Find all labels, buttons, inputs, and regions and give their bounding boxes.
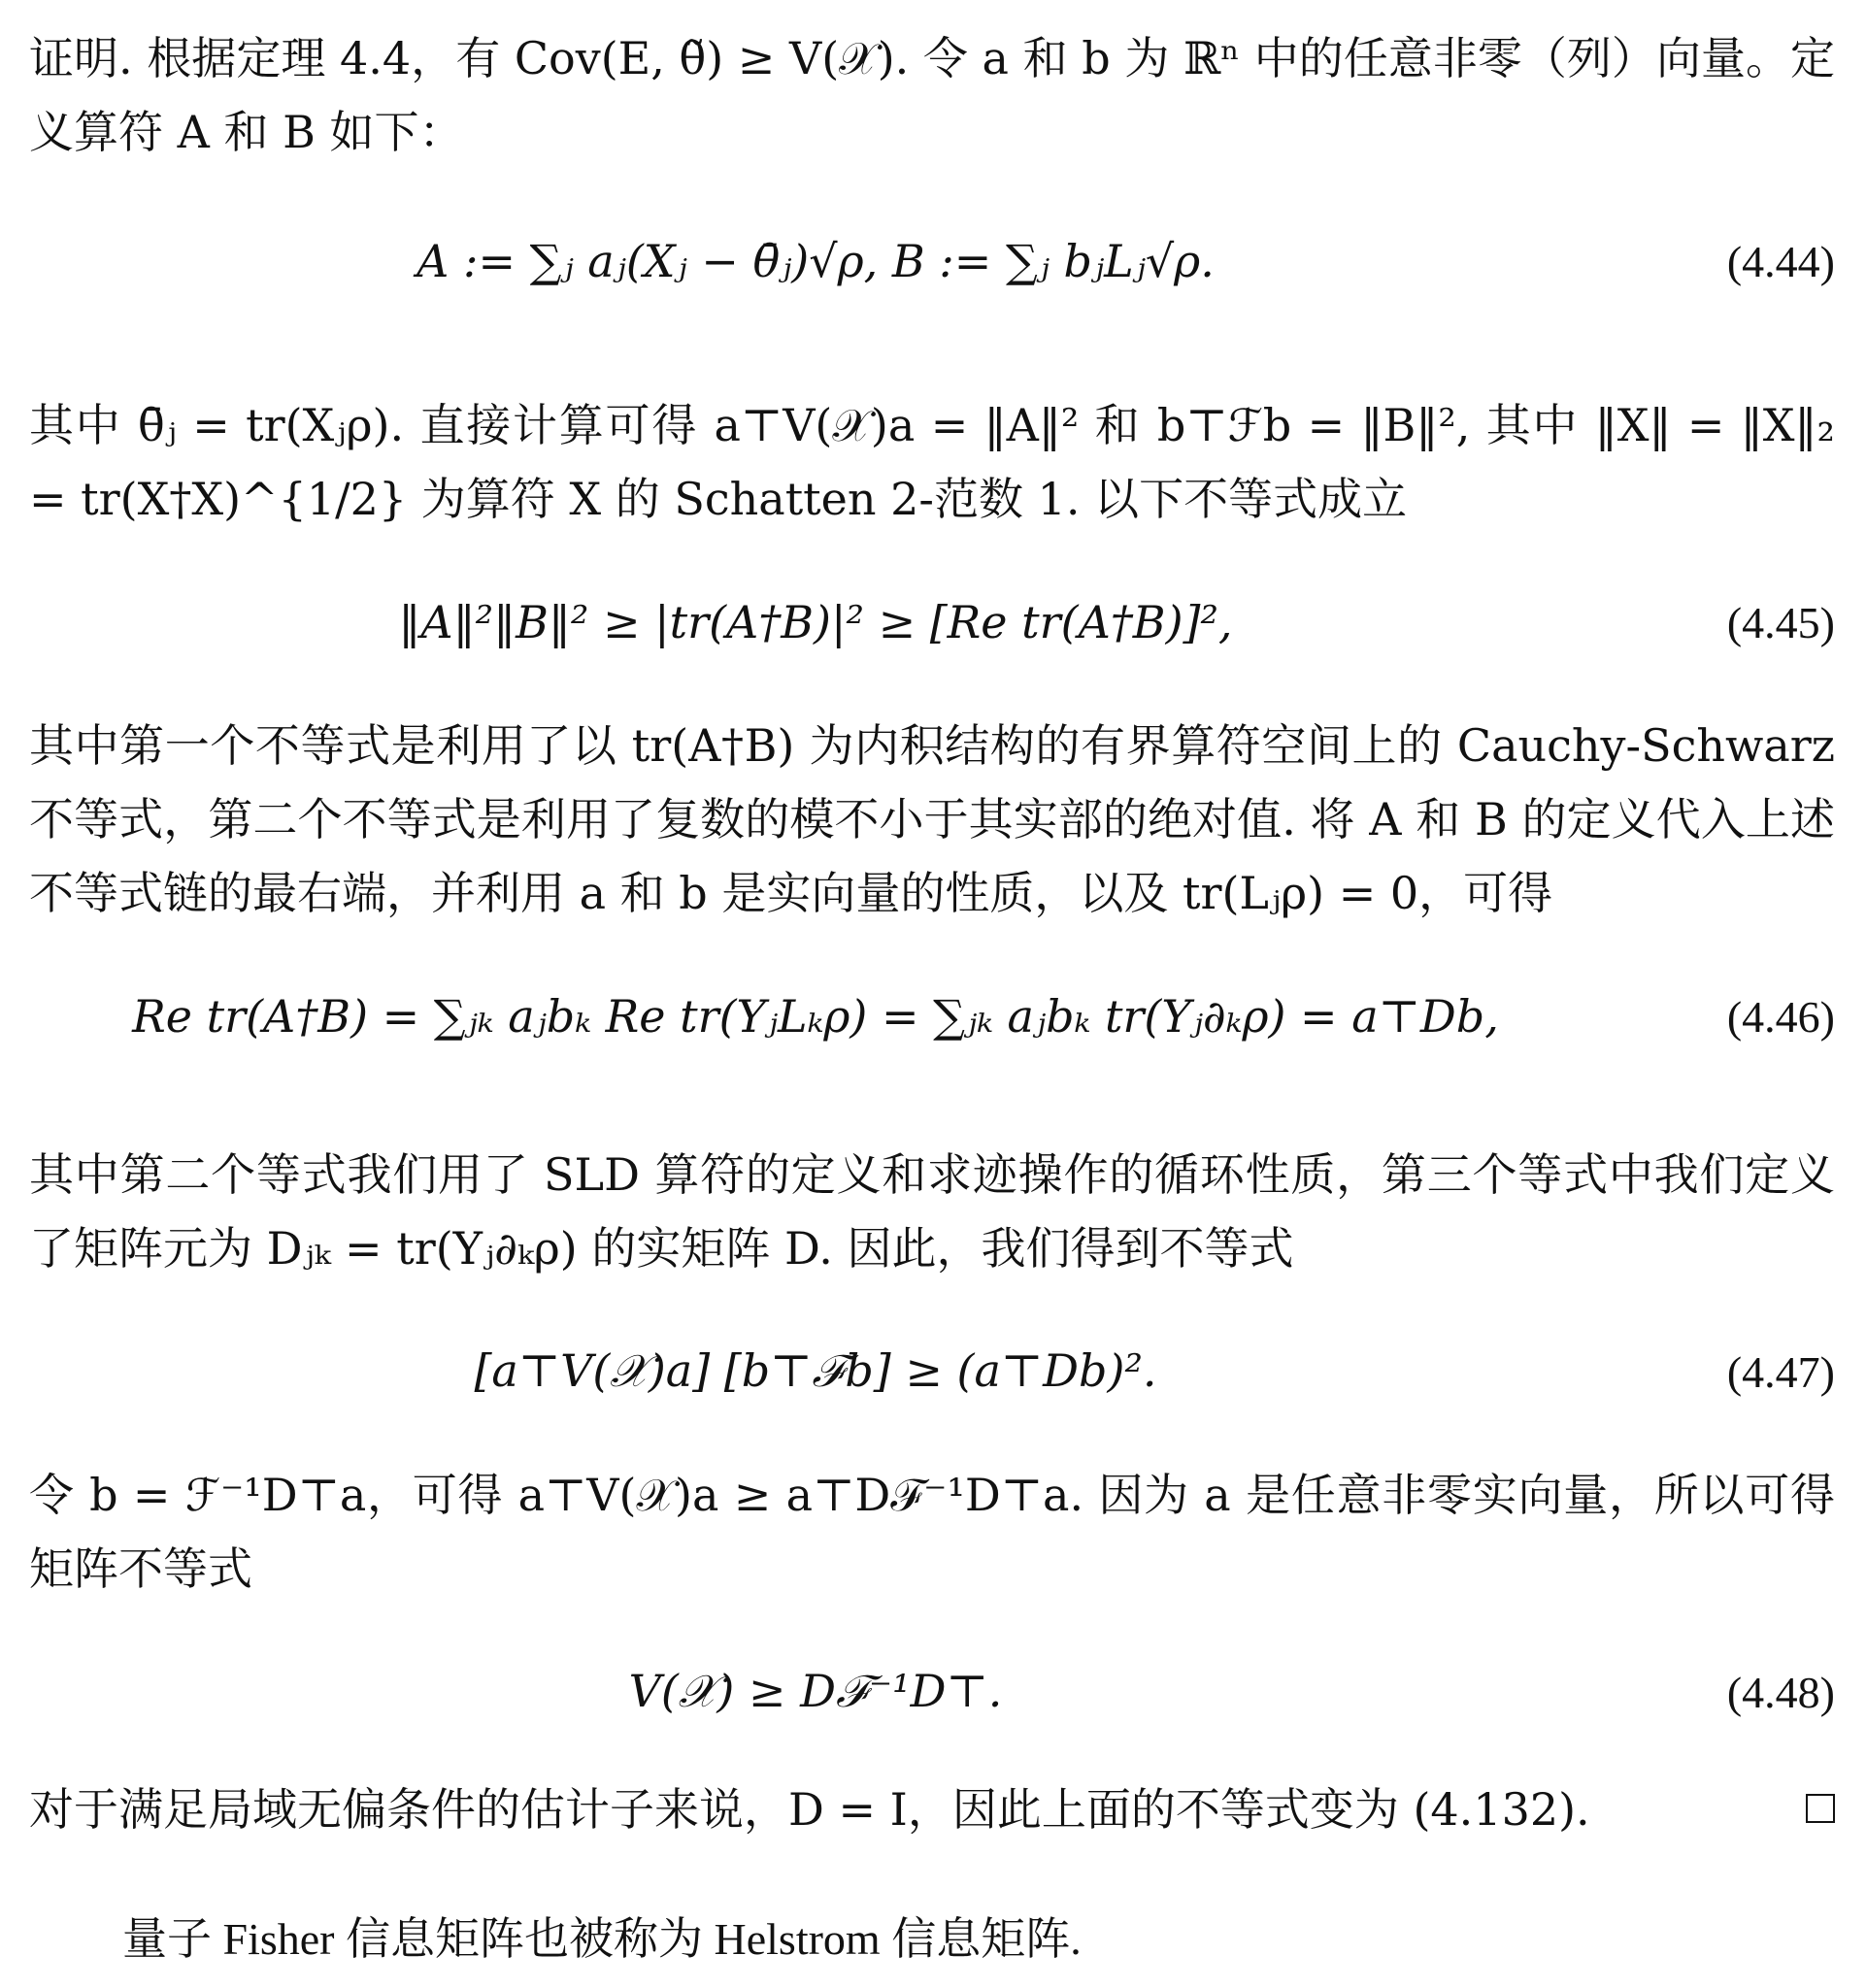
equation-4-46-formula: Re tr(A†B) = ∑ⱼₖ aⱼbₖ Re tr(YⱼLₖρ) = ∑ⱼₖ aⱼbₖ tr(Yⱼ∂ₖρ) = a⊤Db, [132,990,1499,1043]
equation-4-48-formula: V(𝒳) ≥ Dℱ⁻¹D⊤. [628,1665,1003,1717]
equation-4-48-number: (4.48) [1726,1667,1835,1717]
footnote: 量子 Fisher 信息矩阵也被称为 Helstrom 信息矩阵. [122,1914,1082,1964]
cauchy-schwarz-paragraph: 其中第一个不等式是利用了以 tr(A†B) 为内积结构的有界算符空间上的 Cauchy-Schwarz 不等式，第二个不等式是利用了复数的模不小于其实部的绝对值. 将 A 和 B 的定义代入上述不等式链的最右端，并利用 a 和 b 是实向量的性质，以及 tr(Lⱼρ) = 0，可得 [29,719,1835,919]
equation-4-46 [29,944,1835,1089]
equation-4-47 [29,1299,1835,1444]
equation-4-46-number: (4.46) [1726,991,1835,1042]
norm-definition-paragraph: 其中 θ̄ⱼ = tr(Xⱼρ). 直接计算可得 a⊤V(𝒳)a = ‖A‖² 和 b⊤ℱb = ‖B‖², 其中 ‖X‖ = ‖X‖₂ = tr(X†X)^{1/2} 为算符 X 的 Schatten 2-范数 1. 以下不等式成立 [29,399,1835,525]
equation-4-44-formula: A := ∑ⱼ aⱼ(Xⱼ − θ̄ⱼ)√ρ, B := ∑ⱼ bⱼLⱼ√ρ. [417,235,1215,287]
conclusion-paragraph: 对于满足局域无偏条件的估计子来说，D = I，因此上面的不等式变为 (4.132). [29,1783,1590,1836]
proof-intro-paragraph: 证明. 根据定理 4.4，有 Cov(E, θ̃) ≥ V(𝒳). 令 a 和 b 为 ℝⁿ 中的任意非零（列）向量。定义算符 A 和 B 如下： [29,32,1835,158]
matrix-inequality-paragraph: 令 b = ℱ⁻¹D⊤a，可得 a⊤V(𝒳)a ≥ a⊤Dℱ⁻¹D⊤a. 因为 a 是任意非零实向量，所以可得矩阵不等式 [29,1469,1835,1595]
equation-4-44 [29,188,1835,334]
equation-4-47-formula: [a⊤V(𝒳)a] [b⊤ℱb] ≥ (a⊤Db)². [474,1344,1157,1397]
equation-4-44-number: (4.44) [1726,236,1835,286]
equation-4-45-formula: ‖A‖²‖B‖² ≥ |tr(A†B)|² ≥ [Re tr(A†B)]², [398,596,1233,648]
qed-square-icon [1806,1794,1835,1823]
equation-4-48 [29,1619,1835,1765]
equation-4-47-number: (4.47) [1726,1346,1835,1397]
equation-4-45 [29,549,1835,695]
equation-4-45-number: (4.45) [1726,597,1835,647]
sld-definition-paragraph: 其中第二个等式我们用了 SLD 算符的定义和求迹操作的循环性质，第三个等式中我们定义了矩阵元为 Dⱼₖ = tr(Yⱼ∂ₖρ) 的实矩阵 D. 因此，我们得到不等式 [29,1148,1835,1275]
